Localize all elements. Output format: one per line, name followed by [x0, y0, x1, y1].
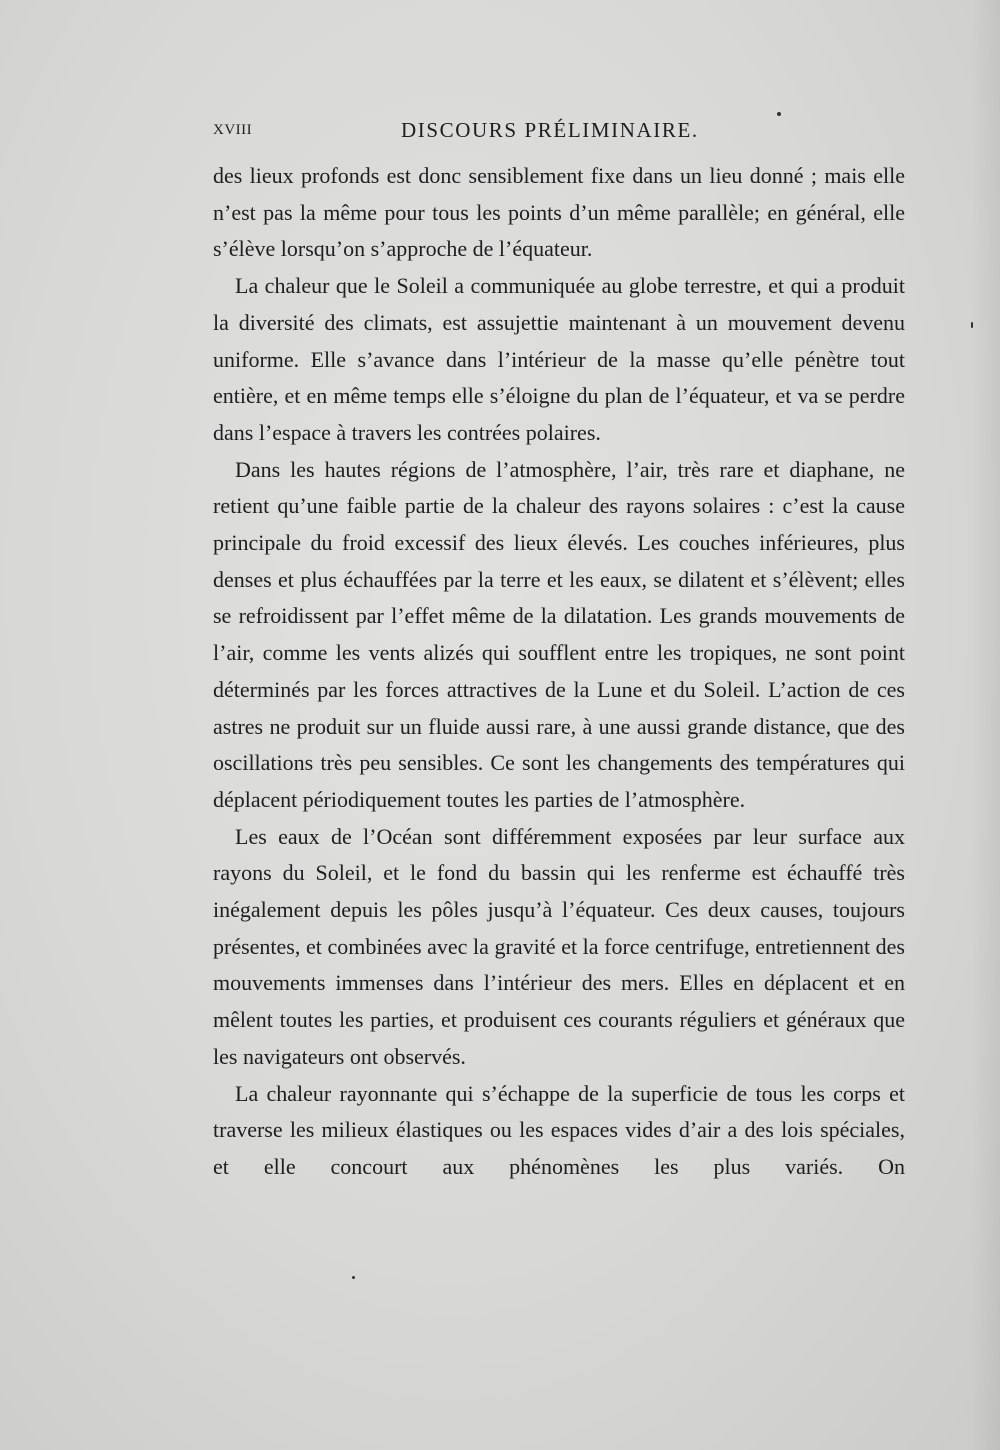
page-number: XVIII — [213, 122, 253, 138]
ink-speck — [352, 1276, 355, 1279]
running-title: DISCOURS PRÉLIMINAIRE. — [401, 118, 699, 142]
paragraph-5: La chaleur rayonnante qui s’échappe de la superficie de tous les corps et traverse les milieux élastiques ou les espaces vides d’air a des lois spéciales, et elle concourt aux phénomènes les plus variés. On — [213, 1080, 905, 1179]
ink-speck — [777, 112, 781, 116]
paragraph-3: Dans les hautes régions de l’atmosphère, l’air, très rare et diaphane, ne retient qu’une faible partie de la chaleur des rayons solaires : c’est la cause principale du froid excessif des lieux élevés. Les couches inférieures, plus denses et plus échauffées par la terre et les eaux, se dilatent et s’élèvent; elles se refroidissent par l’effet même de la dilatation. Les grands mouvements de l’air, comme les vents alizés qui soufflent entre les tropiques, ne sont point déterminés par les forces attractives de la Lune et du Soleil. L’action de ces astres ne produit sur un fluide aussi rare, à une aussi grande distance, que des oscillations très peu sensibles. Ce sont les changements des températures qui déplacent périodiquement toutes les parties de l’atmosphère. — [213, 456, 905, 812]
body-text — [213, 158, 905, 1186]
paragraph-4: Les eaux de l’Océan sont différemment exposées par leur surface aux rayons du Soleil, et le fond du bassin qui les renferme est échauffé très inégalement depuis les pôles jusqu’à l’équateur. Ces deux causes, toujours présentes, et combinées avec la gravité et la force centrifuge, entretiennent des mouvements immenses dans l’intérieur des mers. Elles en déplacent et en mêlent toutes les parties, et produisent ces courants réguliers et généraux que les navigateurs ont observés. — [213, 823, 905, 1069]
page-edge-shadow — [970, 0, 1000, 1450]
page-header — [213, 118, 905, 148]
paragraph-1: des lieux profonds est donc sensiblement fixe dans un lieu donné ; mais elle n’est pas la même pour tous les points d’un même parallèle; en général, elle s’élève lorsqu’on s’approche de l’équateur. — [213, 163, 905, 262]
paragraph-2: La chaleur que le Soleil a communiquée au globe terrestre, et qui a produit la diversité des climats, est assujettie maintenant à un mouvement devenu uniforme. Elle s’avance dans l’intérieur de la masse qu’elle pénètre tout entière, et en même temps elle s’éloigne du plan de l’équateur, et va se perdre dans l’espace à travers les contrées polaires. — [213, 273, 905, 445]
ink-speck — [971, 322, 973, 328]
